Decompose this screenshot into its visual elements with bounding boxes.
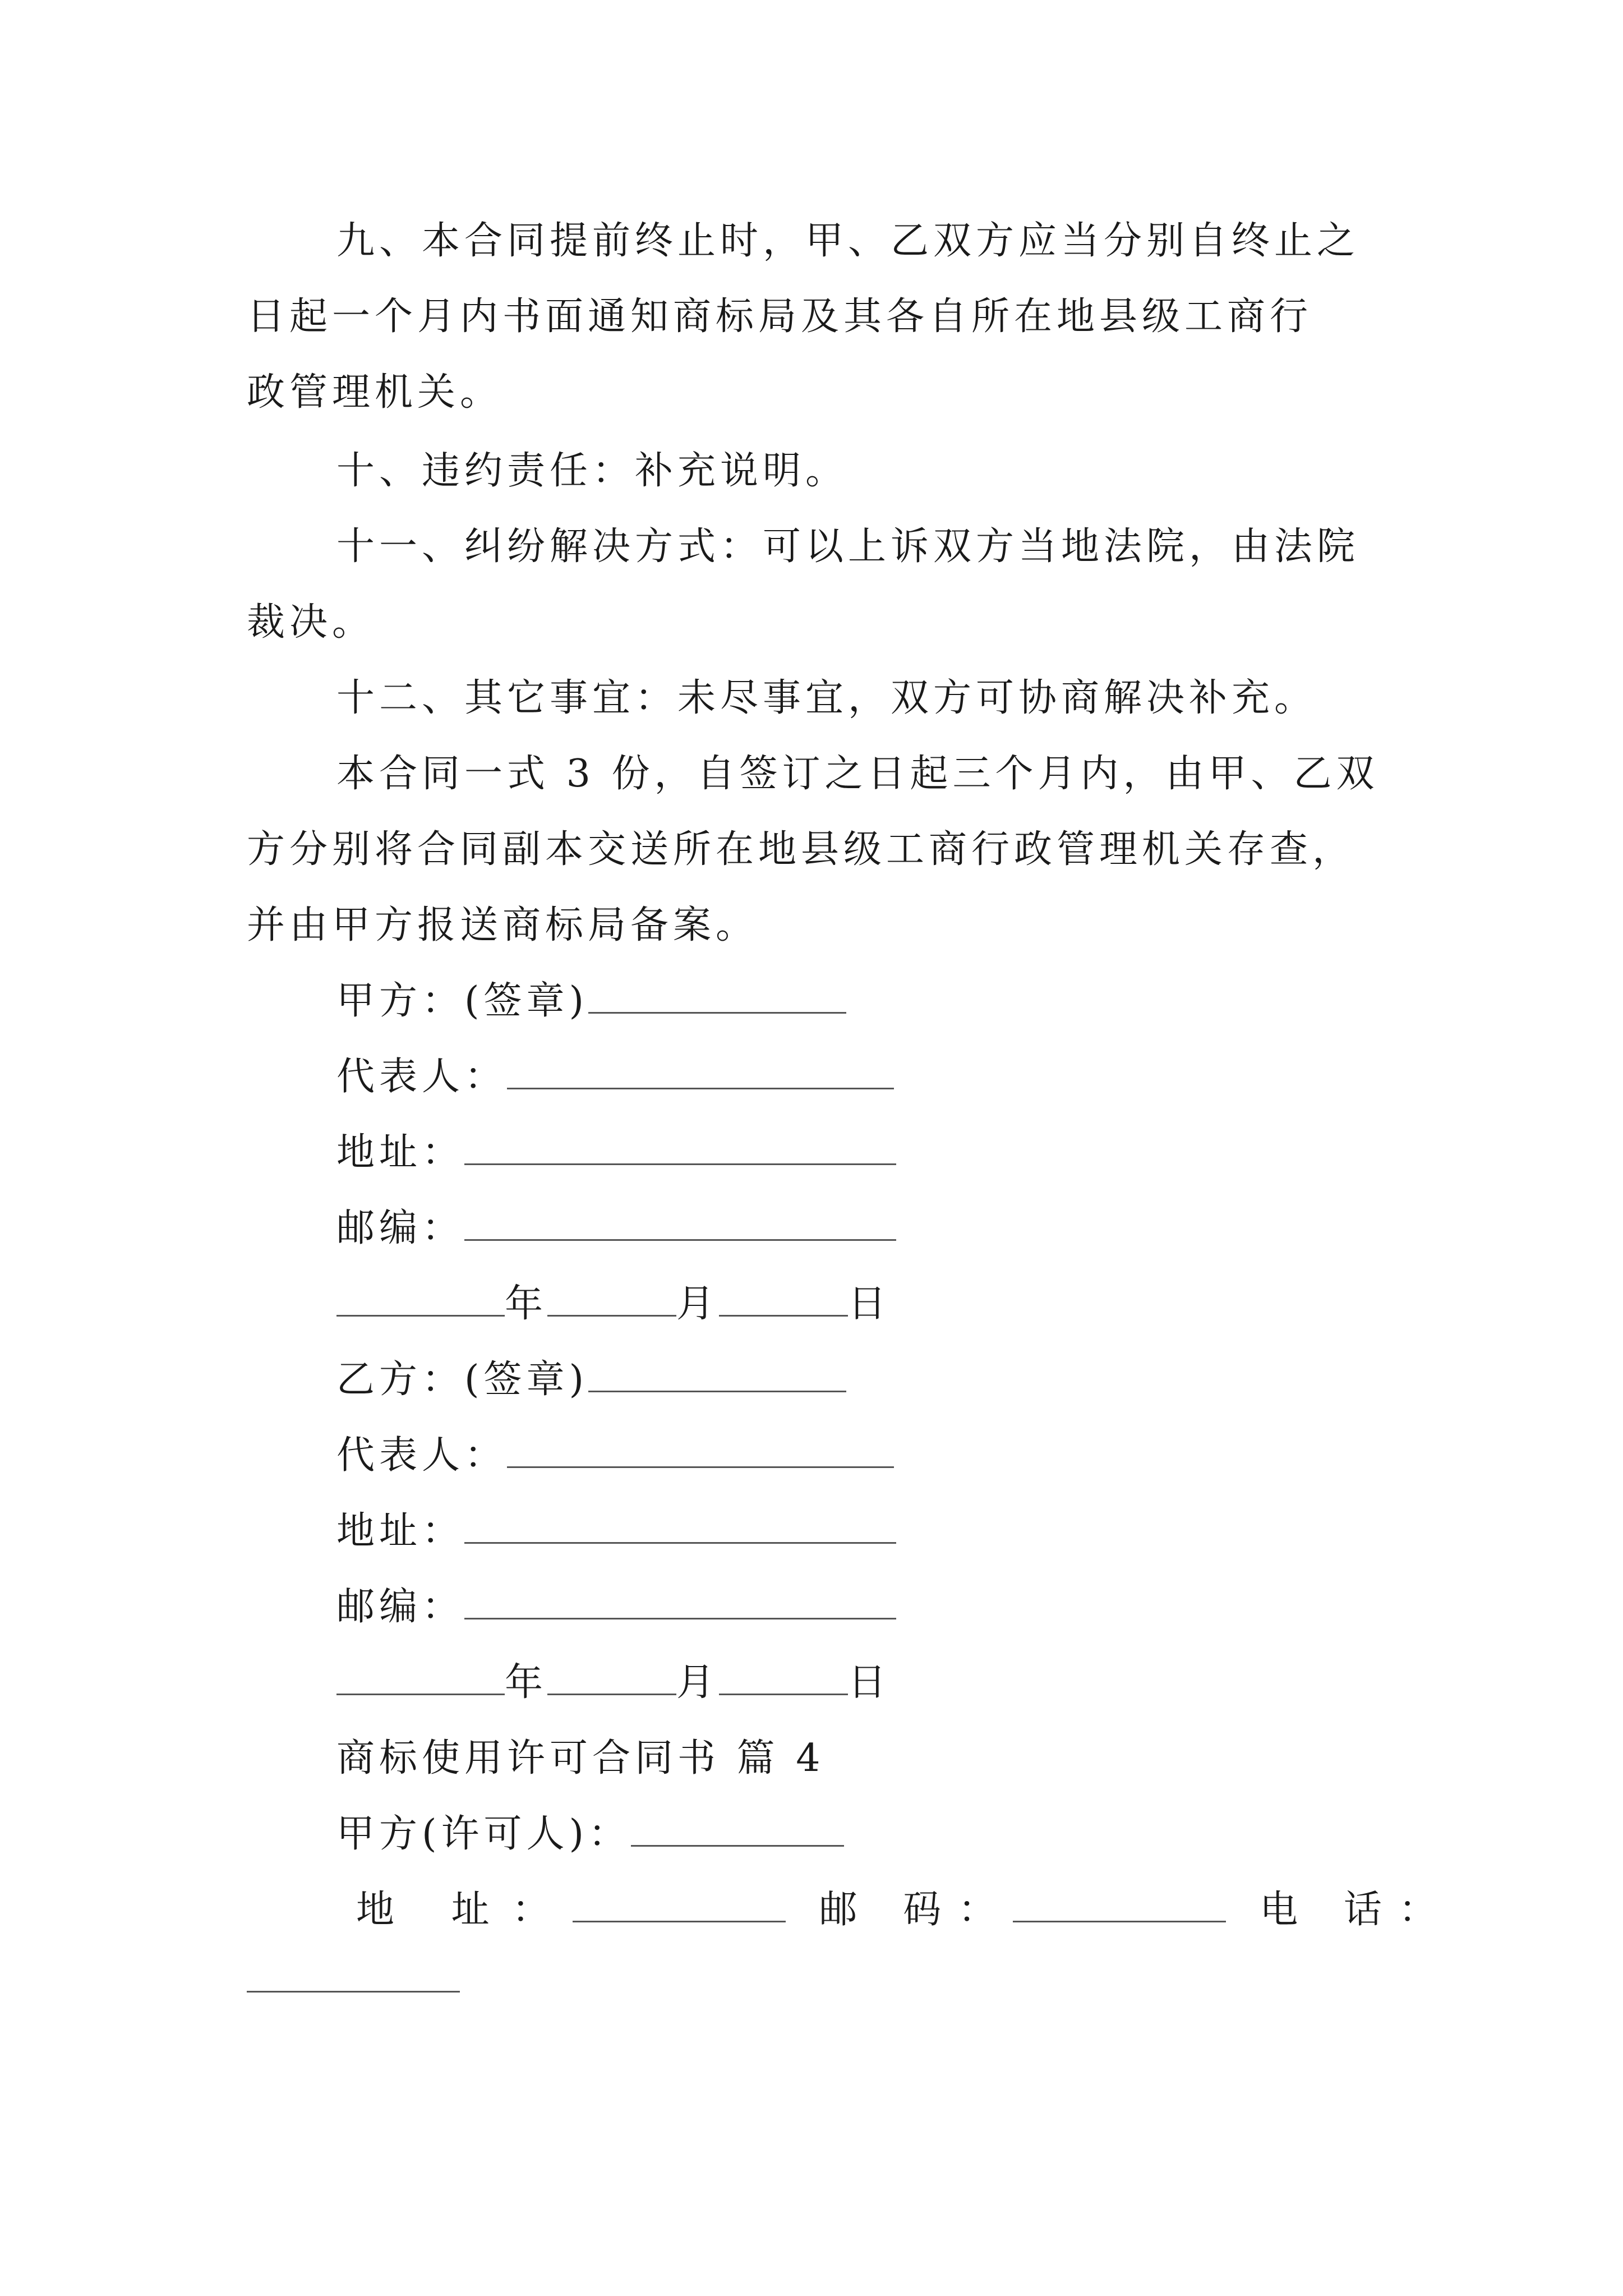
party-b-month-blank[interactable]: [547, 1658, 676, 1695]
party-b-address-blank[interactable]: [464, 1506, 896, 1544]
party-a-day-blank[interactable]: [719, 1279, 848, 1317]
party-b-address-label: 地址：: [336, 1509, 465, 1553]
section4-postcode-label: 邮 码：: [819, 1888, 1013, 1932]
section4-address-blank[interactable]: [573, 1885, 786, 1922]
licensor-label: 甲方(许可人)：: [336, 1812, 631, 1856]
party-b-postcode-row: [336, 1579, 896, 1635]
party-b-year-blank[interactable]: [336, 1658, 505, 1695]
party-a-postcode-label: 邮编：: [336, 1206, 465, 1250]
licensor-blank[interactable]: [631, 1809, 844, 1847]
clause-9-line-3: 政管理机关。: [247, 370, 503, 415]
party-b-postcode-label: 邮编：: [336, 1585, 465, 1629]
clause-12: 十二、其它事宜：未尽事宜，双方可协商解决补充。: [336, 676, 1317, 720]
party-b-day-blank[interactable]: [719, 1658, 848, 1695]
copies-line-1: 本合同一式 3 份，自签订之日起三个月内，由甲、乙双: [336, 752, 1379, 796]
party-a-rep-label: 代表人：: [336, 1055, 508, 1099]
licensor-row: [336, 1806, 844, 1862]
section4-postcode-blank[interactable]: [1013, 1885, 1226, 1922]
party-a-year-label: 年: [505, 1282, 548, 1326]
party-a-rep-row: [336, 1049, 894, 1105]
party-b-seal-row: [336, 1352, 846, 1408]
party-a-date-row: [336, 1276, 891, 1332]
party-a-seal-blank[interactable]: [588, 976, 846, 1014]
copies-line-3: 并由甲方报送商标局备案。: [247, 903, 759, 947]
party-b-address-row: [336, 1503, 896, 1559]
section4-address-label: 地 址：: [356, 1888, 573, 1932]
party-b-rep-row: [336, 1428, 894, 1484]
party-a-month-blank[interactable]: [547, 1279, 676, 1317]
party-a-postcode-blank[interactable]: [464, 1203, 896, 1241]
clause-11-line-2: 裁决。: [247, 600, 375, 645]
party-b-rep-blank[interactable]: [507, 1430, 894, 1468]
party-a-address-label: 地址：: [336, 1130, 465, 1175]
section-4-heading: 商标使用许可合同书 篇 4: [336, 1736, 825, 1780]
clause-10: 十、违约责任：补充说明。: [336, 449, 849, 493]
party-a-rep-blank[interactable]: [507, 1052, 894, 1089]
party-b-postcode-blank[interactable]: [464, 1582, 896, 1619]
contact-row: [356, 1882, 1454, 1938]
copies-line-2: 方分别将合同副本交送所在地县级工商行政管理机关存查，: [247, 827, 1355, 872]
clause-11-line-1: 十一、纠纷解决方式：可以上诉双方当地法院，由法院: [336, 524, 1360, 569]
party-a-month-label: 月: [676, 1282, 720, 1326]
clause-9-line-1: 九、本合同提前终止时，甲、乙双方应当分别自终止之: [336, 219, 1360, 263]
party-b-seal-blank[interactable]: [588, 1355, 846, 1392]
party-a-seal-row: [336, 973, 846, 1029]
party-a-day-label: 日: [848, 1282, 891, 1326]
party-a-address-blank[interactable]: [464, 1128, 896, 1165]
party-b-seal-label: 乙方：(签章): [336, 1358, 589, 1402]
party-b-day-label: 日: [848, 1660, 891, 1705]
section4-phone-label: 电 话：: [1260, 1888, 1454, 1932]
party-a-year-blank[interactable]: [336, 1279, 505, 1317]
party-a-address-row: [336, 1125, 896, 1181]
phone-blank-row: [247, 1952, 460, 2008]
party-a-seal-label: 甲方：(签章): [336, 979, 589, 1023]
party-b-year-label: 年: [505, 1660, 548, 1705]
party-a-postcode-row: [336, 1200, 896, 1257]
party-b-month-label: 月: [676, 1660, 720, 1705]
clause-9-line-2: 日起一个月内书面通知商标局及其各自所在地县级工商行: [247, 295, 1313, 339]
section4-phone-blank[interactable]: [247, 1955, 460, 1993]
party-b-rep-label: 代表人：: [336, 1433, 508, 1478]
party-b-date-row: [336, 1655, 891, 1711]
